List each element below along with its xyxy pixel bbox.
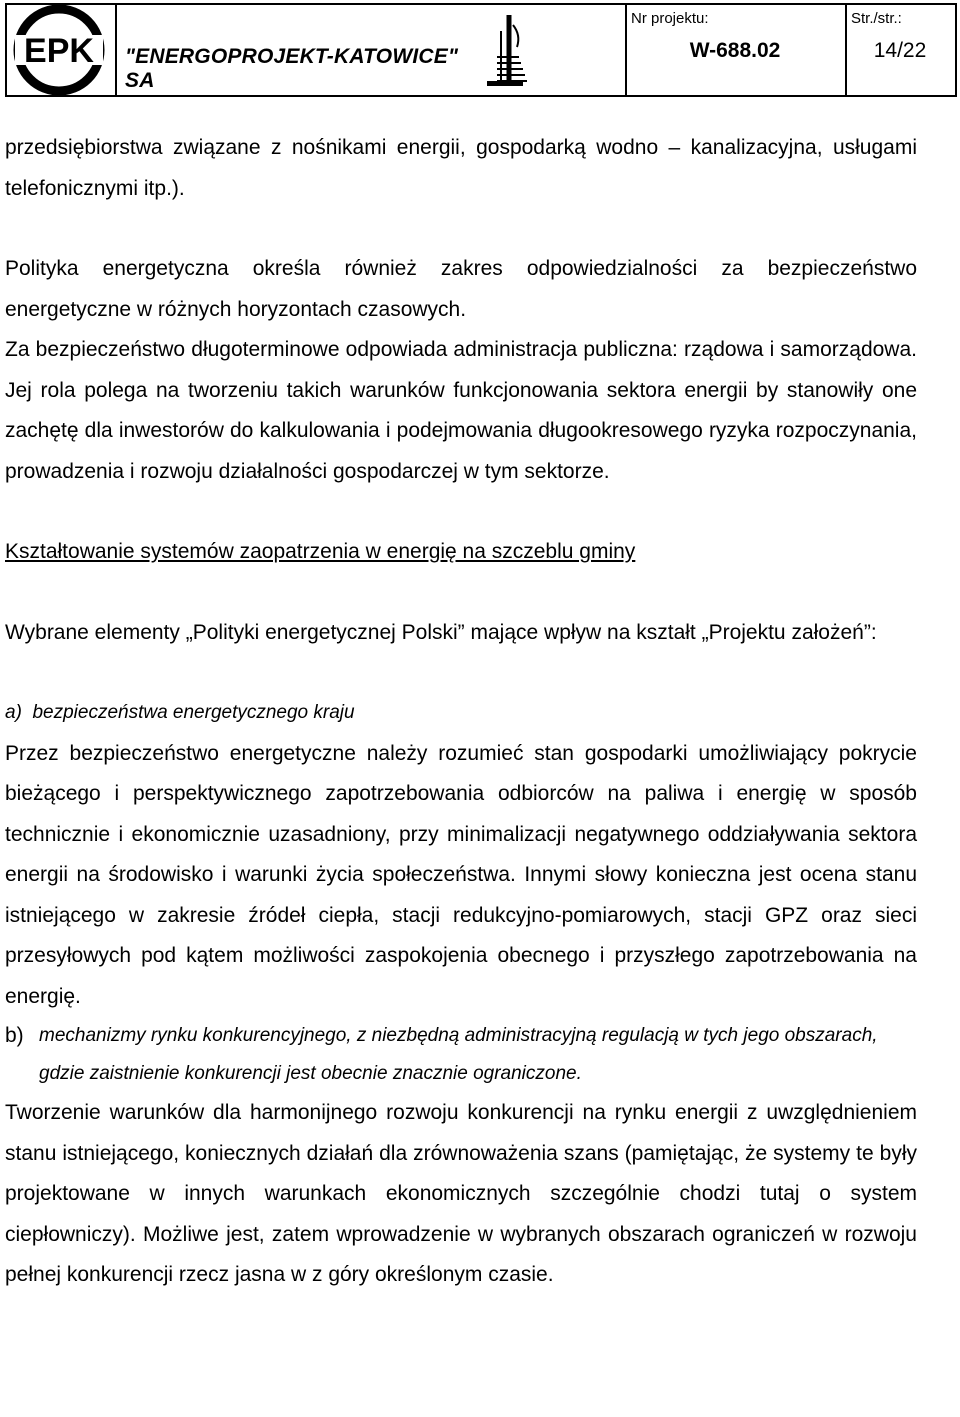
paragraph: Tworzenie warunków dla harmonijnego rozwoju konkurencji na rynku energii z uwzględnieniem stanu istniejącego, koniecznych działań dla zrównoważenia szans (pamiętając, że systemy te były projektowane w innych warunkach ekonomicznych szczególnie chodzi tutaj o system ciepłowniczy). Możliwe jest, zatem wprowadzenie w wybranych obszarach ograniczeń w rozwoju pełnej konkurencji rzecz jasna w z góry określonym czasie. (5, 1101, 917, 1286)
project-number: W-688.02 (689, 39, 781, 62)
epk-logo (7, 5, 111, 95)
page-number: 14/22 (873, 39, 927, 62)
project-label: Nr projektu: (631, 10, 709, 27)
company-cell (115, 5, 465, 95)
logo-text: EPK (24, 32, 94, 70)
paragraph: przedsiębiorstwa związane z nośnikami energii, gospodarką wodno – kanalizacyjna, usługami telefonicznymi itp.). (5, 136, 917, 200)
project-cell (625, 5, 847, 95)
paragraph: Przez bezpieczeństwo energetyczne należy rozumieć stan gospodarki umożliwiający pokrycie bieżącego i perspektywicznego zapotrzebowania odbiorców na paliwa i energię w sposób technicznie i ekonomicznie uzasadniony, przy minimalizacji negatywnego oddziaływania sektora energii na środowisko i warunki życia społeczeństwa. Innymi słowy konieczna jest ocena stanu istniejącego w zakresie źródeł ciepła, stacji redukcyjno-pomiarowych, stacji GPZ oraz sieci przesyłowych pod kątem możliwości zaspokojenia obecnego i przyszłego zapotrzebowania na energię. (5, 741, 917, 1008)
page-cell (845, 5, 955, 95)
paragraph: Polityka energetyczna określa również zakres odpowiedzialności za bezpieczeństwo energetyczne w różnych horyzontach czasowych. (5, 257, 917, 321)
paragraph: Wybrane elementy „Polityki energetycznej Polski” mające wpływ na kształt „Projektu założeń”: (5, 620, 877, 644)
page-label: Str./str.: (851, 10, 902, 27)
list-item-b-label: b) (5, 1024, 24, 1047)
section-heading: Kształtowanie systemów zaopatrzenia w energię na szczeblu gminy (5, 540, 636, 563)
list-item-a: a) bezpieczeństwa energetycznego kraju (5, 702, 355, 723)
list-item-b (5, 1017, 917, 1093)
paragraph: Za bezpieczeństwo długoterminowe odpowiada administracja publiczna: rządowa i samorządowa. Jej rola polega na tworzeniu takich warunków funkcjonowania sektora energii by stanowiły one zachętę dla inwestorów do kalkulowania i podejmowania długookresowego ryzyka rozpoczynania, prowadzenia i rozwoju działalności gospodarczej w tym sektorze. (5, 338, 917, 483)
emblem-cell (465, 5, 627, 95)
document-body (5, 128, 917, 1296)
list-item-b-text: mechanizmy rynku konkurencyjnego, z niezbędną administracyjną regulacją w tych jego obszarach, gdzie zaistnienie konkurencji jest obecnie znacznie ograniczone. (39, 1025, 878, 1084)
logo-cell (7, 5, 117, 95)
company-emblem (483, 11, 543, 91)
company-name: "ENERGOPROJEKT-KATOWICE" SA (125, 45, 459, 92)
document-header (5, 3, 957, 97)
